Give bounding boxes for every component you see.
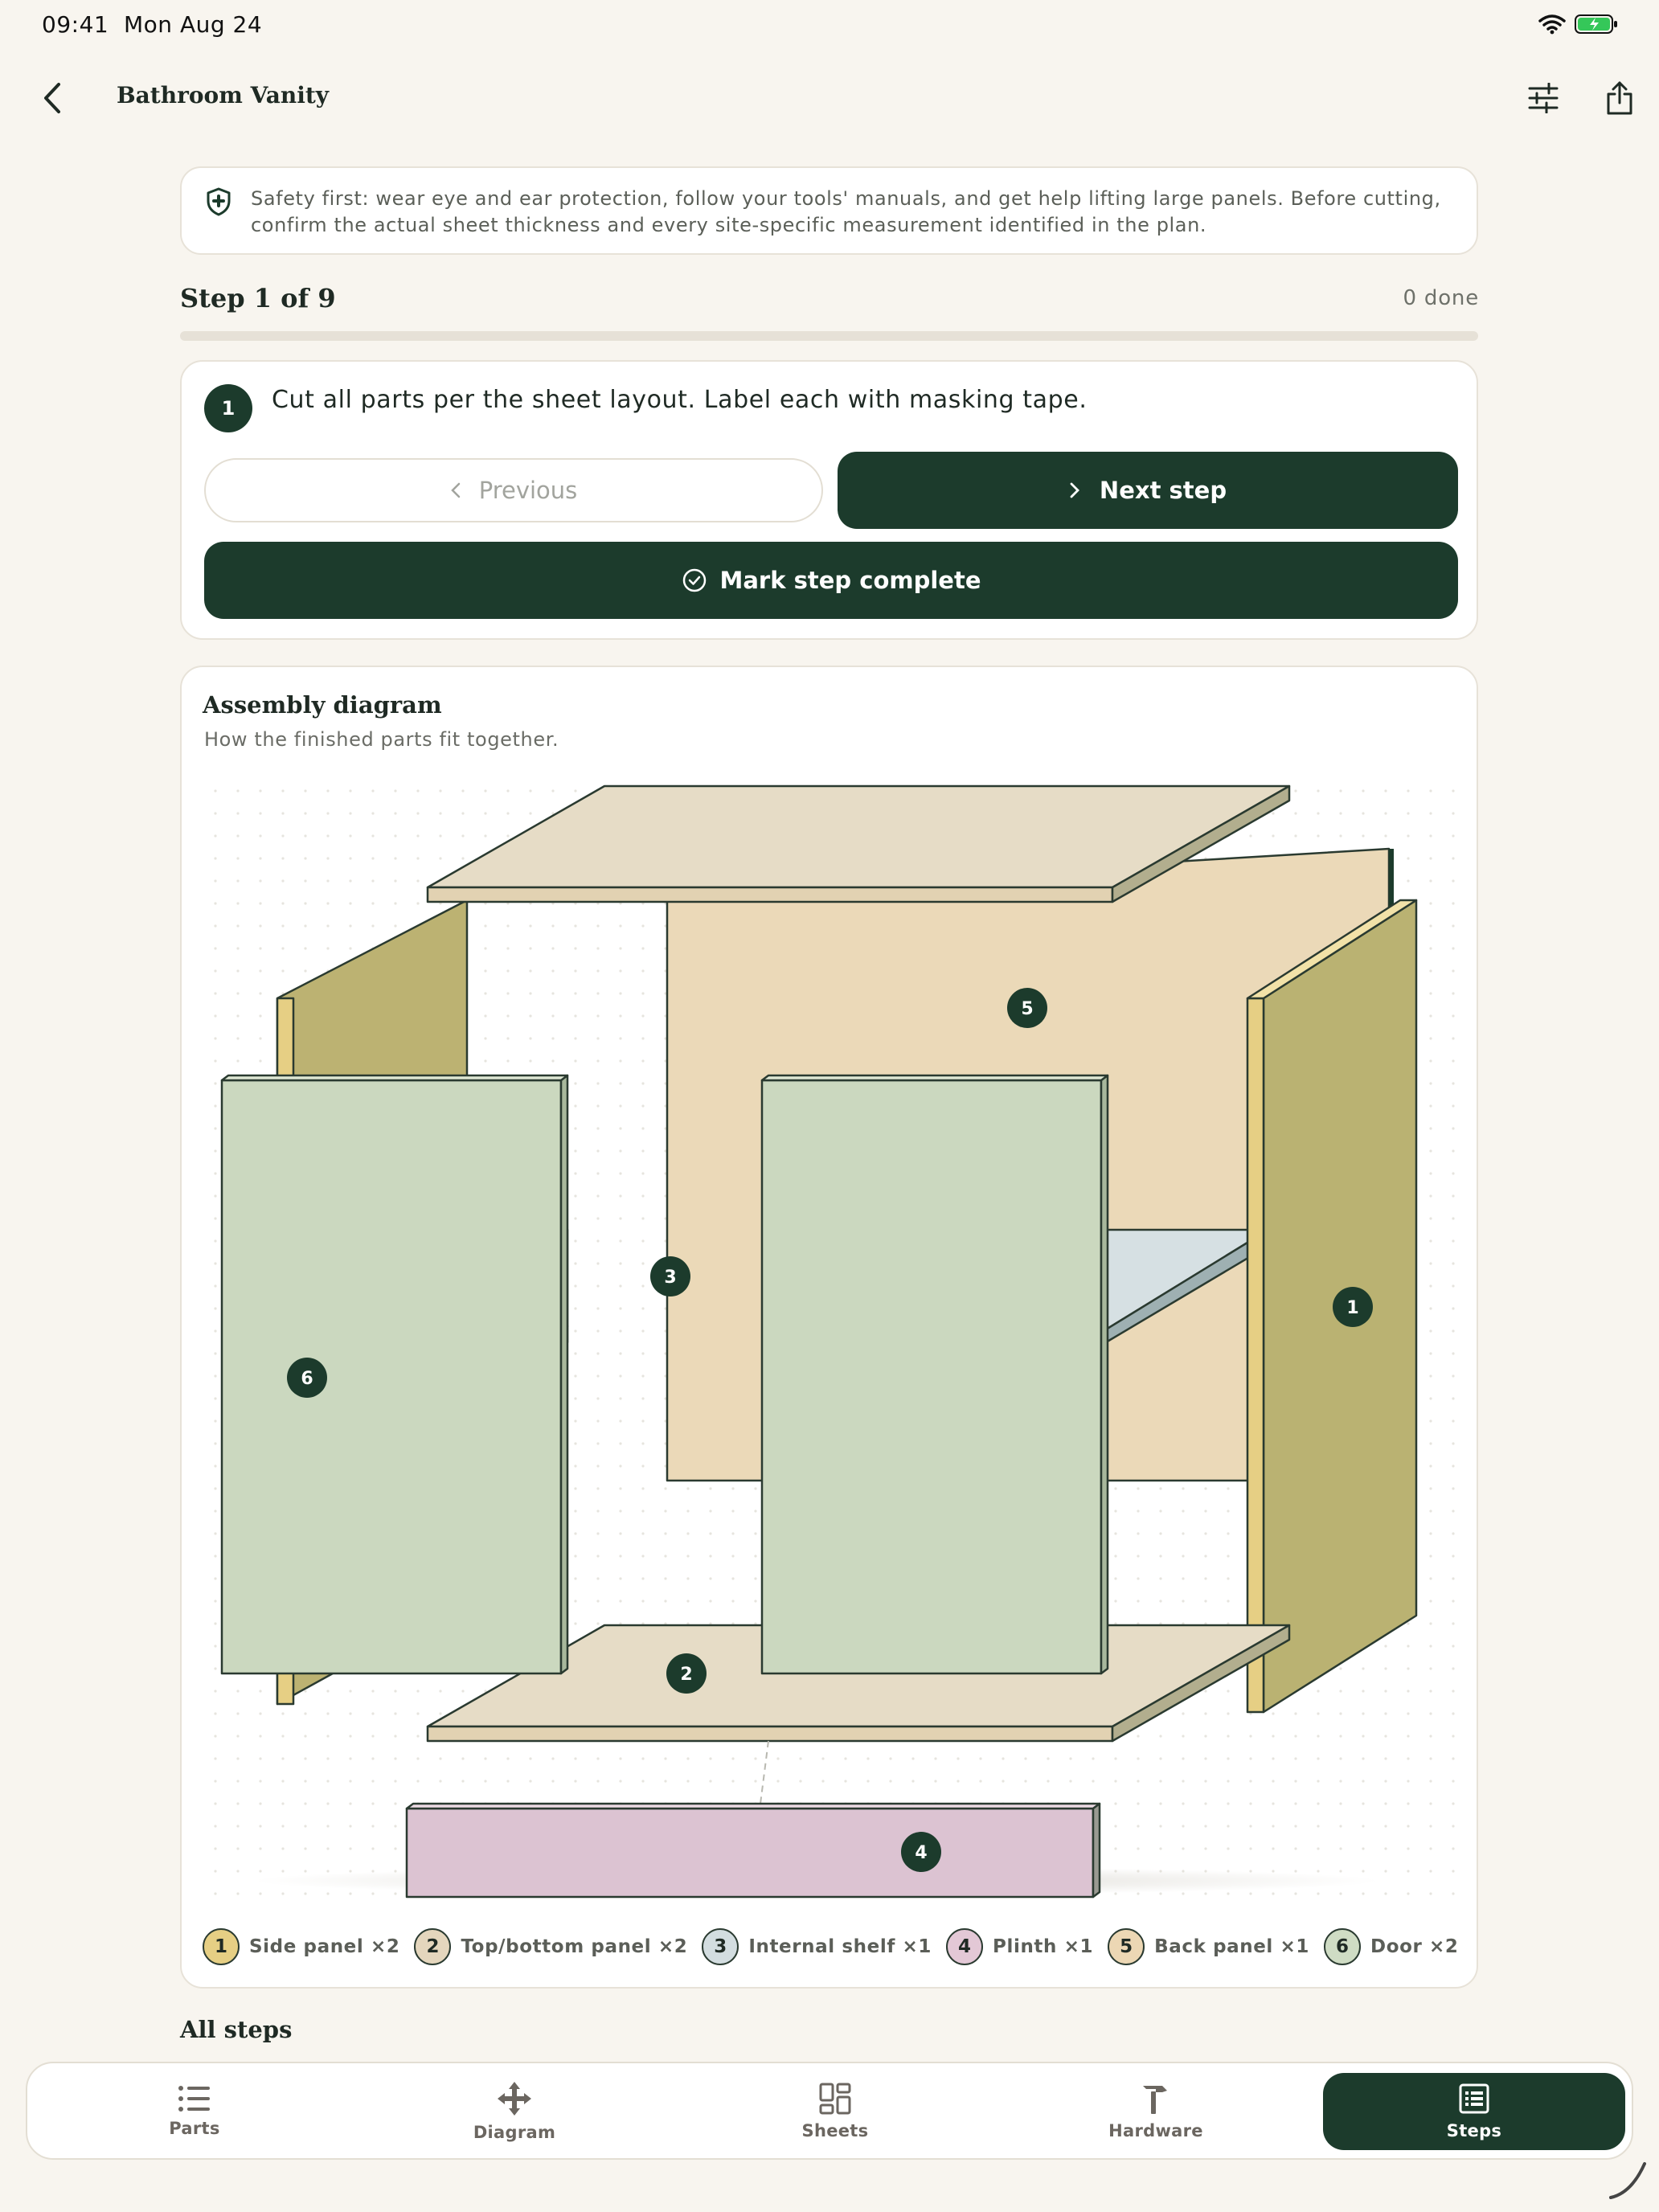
- svg-text:1: 1: [1346, 1298, 1359, 1318]
- legend-badge: 6: [1324, 1928, 1361, 1965]
- progress-bar: [180, 331, 1478, 341]
- diagram-legend: [203, 1927, 1459, 1966]
- tab-steps[interactable]: [1323, 2073, 1625, 2150]
- svg-text:4: 4: [915, 1843, 928, 1863]
- status-time: [42, 11, 262, 38]
- tab-label: Parts: [169, 2119, 220, 2138]
- page-title: Bathroom Vanity: [117, 82, 330, 109]
- status-icons: [1538, 13, 1619, 35]
- tab-label: Sheets: [801, 2121, 869, 2140]
- chevron-left-icon: [450, 481, 461, 499]
- part-side-panel-right: [1247, 900, 1416, 1712]
- mark-complete-label: Mark step complete: [719, 567, 981, 594]
- assembly-diagram: [182, 667, 1480, 1921]
- diagram-title: Assembly diagram: [203, 691, 442, 719]
- svg-text:3: 3: [664, 1268, 677, 1288]
- status-bar: [0, 0, 1659, 51]
- step-title: Step 1 of 9: [180, 283, 336, 313]
- status-clock: 09:41: [42, 11, 109, 38]
- previous-button[interactable]: [204, 458, 823, 522]
- svg-text:6: 6: [301, 1369, 313, 1389]
- diagram-subtitle: How the finished parts fit together.: [204, 728, 559, 751]
- legend-item-door: [1324, 1928, 1459, 1965]
- callout-6: [287, 1358, 327, 1398]
- assembly-diagram-card: [180, 666, 1478, 1989]
- callout-1: [1333, 1287, 1373, 1327]
- part-door-left: [222, 1075, 567, 1673]
- chevron-left-icon: [41, 81, 65, 115]
- step-instruction: Cut all parts per the sheet layout. Label each with masking tape.: [272, 386, 1088, 414]
- share-icon: [1606, 80, 1633, 116]
- legend-badge: 2: [414, 1928, 451, 1965]
- svg-text:5: 5: [1021, 999, 1034, 1019]
- legend-item-top-bottom-panel: [414, 1928, 687, 1965]
- chevron-right-icon: [1069, 481, 1080, 499]
- all-steps-heading: All steps: [180, 2016, 293, 2043]
- legend-badge: 4: [946, 1928, 983, 1965]
- callout-4: [901, 1832, 941, 1872]
- svg-text:2: 2: [680, 1665, 693, 1685]
- legend-badge: 1: [203, 1928, 240, 1965]
- checklist-icon: [1458, 2083, 1490, 2115]
- bottom-tab-bar: [26, 2062, 1633, 2160]
- next-step-button[interactable]: [838, 452, 1458, 529]
- safety-banner: [180, 166, 1478, 255]
- tab-label: Diagram: [473, 2123, 556, 2142]
- tab-diagram[interactable]: [363, 2073, 666, 2150]
- check-circle-icon: [682, 567, 707, 593]
- tab-hardware[interactable]: [1005, 2073, 1307, 2150]
- legend-item-plinth: [946, 1928, 1093, 1965]
- legend-badge: 5: [1108, 1928, 1145, 1965]
- legend-label: Back panel ×1: [1154, 1936, 1309, 1957]
- list-icon: [178, 2085, 211, 2112]
- current-step-card: [180, 360, 1478, 640]
- move-icon: [497, 2081, 532, 2116]
- step-number-badge: 1: [204, 384, 252, 432]
- legend-item-side-panel: [203, 1928, 399, 1965]
- legend-label: Top/bottom panel ×2: [461, 1936, 688, 1957]
- wifi-icon: [1538, 14, 1566, 35]
- share-button[interactable]: [1596, 74, 1644, 122]
- nav-header: [0, 66, 1659, 129]
- legend-item-back-panel: [1108, 1928, 1309, 1965]
- tab-sheets[interactable]: [684, 2073, 986, 2150]
- hammer-icon: [1140, 2083, 1172, 2115]
- part-door-right: [762, 1075, 1108, 1673]
- status-date: Mon Aug 24: [124, 11, 263, 38]
- adjust-settings-button[interactable]: [1519, 76, 1567, 121]
- callout-3: [650, 1256, 690, 1296]
- legend-label: Side panel ×2: [249, 1936, 400, 1957]
- resize-handle-icon: [1608, 2161, 1648, 2201]
- tab-label: Hardware: [1108, 2121, 1203, 2140]
- callout-5: [1007, 988, 1047, 1028]
- tab-parts[interactable]: [43, 2073, 346, 2150]
- legend-label: Door ×2: [1370, 1936, 1459, 1957]
- legend-label: Plinth ×1: [993, 1936, 1094, 1957]
- next-step-label: Next step: [1099, 477, 1227, 504]
- mark-complete-button[interactable]: [204, 542, 1458, 619]
- safety-text: Safety first: wear eye and ear protection, follow your tools' manuals, and get help lifting large panels. Before cutting, confirm the actual sheet thickness and every site-specific measurement identified in the plan.: [251, 187, 1441, 236]
- callout-2: [666, 1653, 707, 1694]
- previous-label: Previous: [478, 477, 578, 504]
- sliders-icon: [1527, 83, 1559, 113]
- grid-icon: [819, 2083, 851, 2115]
- tab-label: Steps: [1446, 2121, 1502, 2140]
- back-button[interactable]: [29, 76, 77, 121]
- legend-item-internal-shelf: [702, 1928, 932, 1965]
- shield-icon: [206, 187, 231, 216]
- done-count: 0 done: [1403, 286, 1479, 310]
- legend-label: Internal shelf ×1: [748, 1936, 932, 1957]
- battery-icon: [1574, 13, 1619, 35]
- legend-badge: 3: [702, 1928, 739, 1965]
